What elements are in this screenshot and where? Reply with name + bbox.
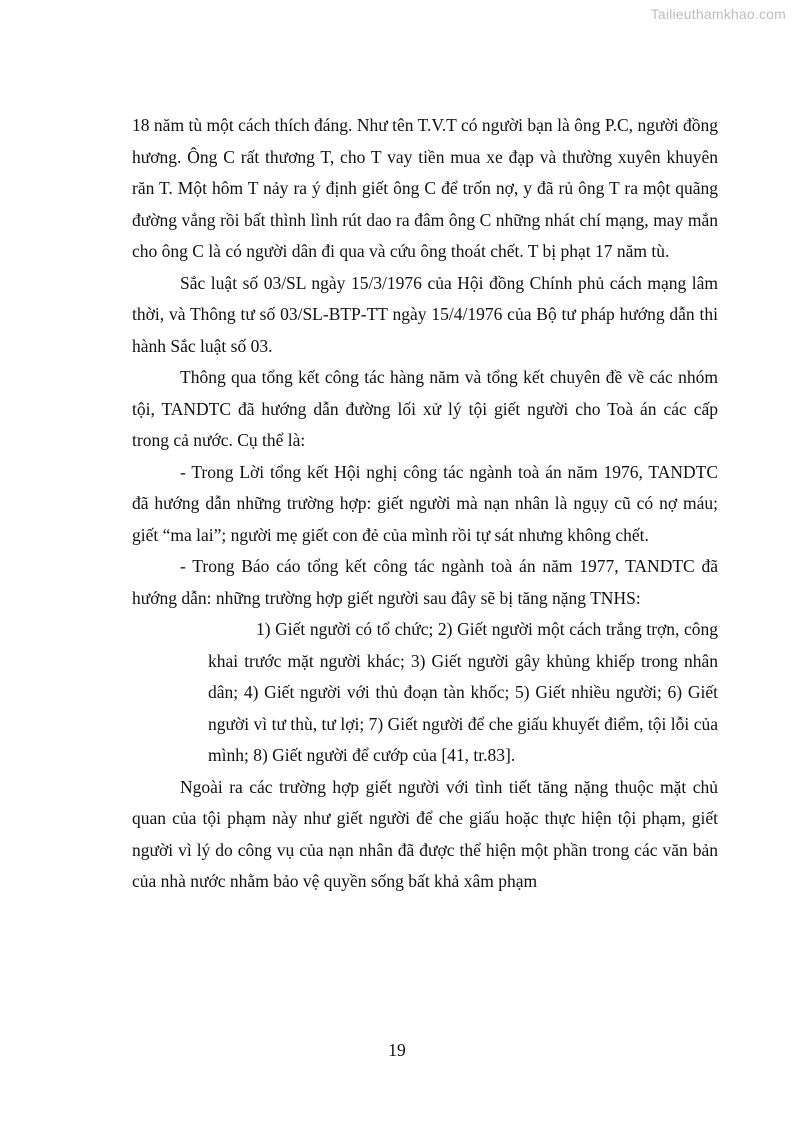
paragraph-1977-report: - Trong Báo cáo tổng kết công tác ngành toà án năm 1977, TANDTC đã hướng dẫn: những trường hợp giết người sau đây sẽ bị tăng nặng TNHS: xyxy=(132,556,718,608)
watermark-text: Tailieuthamkhao.com xyxy=(650,6,786,22)
paragraph-continuation: 18 năm tù một cách thích đáng. Như tên T.V.T có người bạn là ông P.C, người đồng hương. Ông C rất thương T, cho T vay tiền mua xe đạp và thường xuyên khuyên răn T. Một hôm T nảy ra ý định giết ông C để trốn nợ, y đã rủ ông T ra một quãng đường vắng rồi bất thình lình rút dao ra đâm ông C những nhát chí mạng, may mắn cho ông C là có người dân đi qua và cứu ông thoát chết. T bị phạt 17 năm tù. xyxy=(132,115,718,261)
paragraph-summary-intro: Thông qua tổng kết công tác hàng năm và tổng kết chuyên đề về các nhóm tội, TANDTC đã hướng dẫn đường lối xử lý tội giết người cho Toà án các cấp trong cả nước. Cụ thể là: xyxy=(132,367,718,450)
document-body xyxy=(132,110,718,898)
aggravating-cases-quote: 1) Giết người có tổ chức; 2) Giết người một cách trắng trợn, công khai trước mặt người khác; 3) Giết người gây khủng khiếp trong nhân dân; 4) Giết người với thủ đoạn tàn khốc; 5) Giết nhiều người; 6) Giết người vì tư thù, tư lợi; 7) Giết người để che giấu khuyết điểm, tội lỗi của mình; 8) Giết người để cướp của [41, tr.83]. xyxy=(208,619,718,765)
paragraph-1976-summary: - Trong Lời tổng kết Hội nghị công tác ngành toà án năm 1976, TANDTC đã hướng dẫn những trường hợp: giết người mà nạn nhân là ngụy cũ có nợ máu; giết “ma lai”; người mẹ giết con đẻ của mình rồi tự sát nhưng không chết. xyxy=(132,461,718,545)
paragraph-closing: Ngoài ra các trường hợp giết người với tình tiết tăng nặng thuộc mặt chủ quan của tội phạm này như giết người để che giấu hoặc thực hiện tội phạm, giết người vì lý do công vụ của nạn nhân đã được thể hiện một phần trong các văn bản của nhà nước nhằm bảo vệ quyền sống bất khả xâm phạm xyxy=(132,776,718,891)
paragraph-decree: Sắc luật số 03/SL ngày 15/3/1976 của Hội đồng Chính phủ cách mạng lâm thời, và Thông tư số 03/SL-BTP-TT ngày 15/4/1976 của Bộ tư pháp hướng dẫn thi hành Sắc luật số 03. xyxy=(132,272,718,356)
page-number: 19 xyxy=(388,1040,406,1060)
